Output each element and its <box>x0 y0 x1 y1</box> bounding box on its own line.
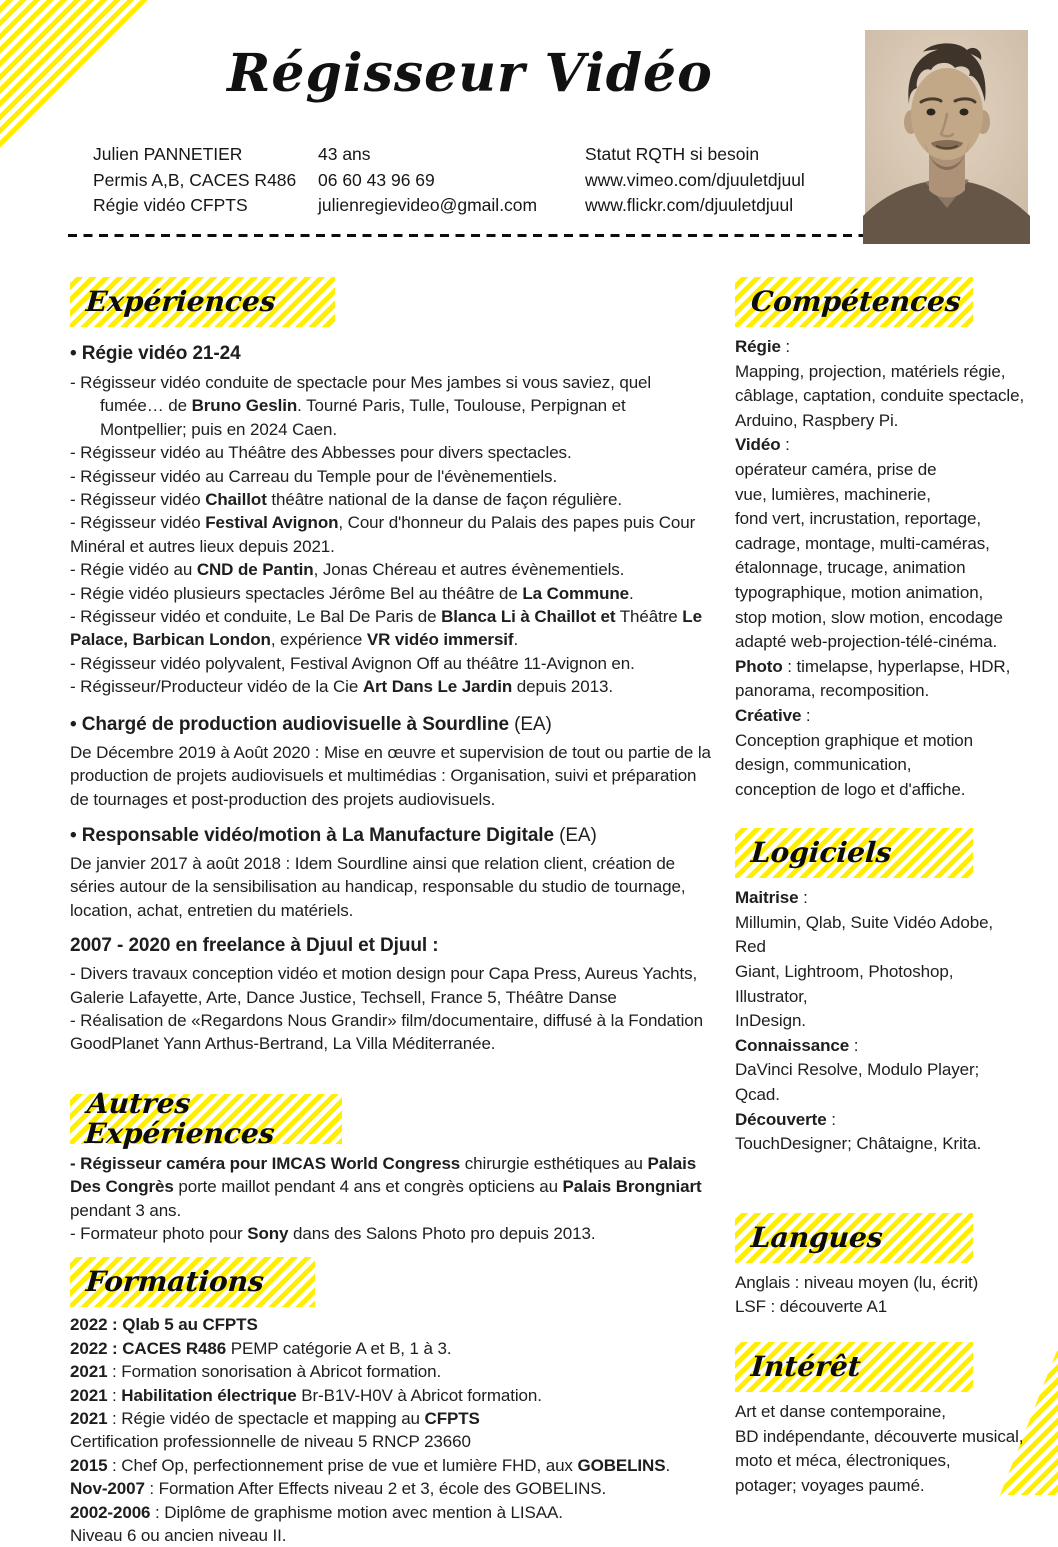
section-header-interet <box>735 1342 973 1392</box>
experience-block-body <box>70 741 712 811</box>
contact-name: Julien PANNETIER <box>93 144 243 164</box>
contact-details-column <box>318 142 585 219</box>
text-line: typographique, motion animation, <box>735 582 984 602</box>
text-line: Giant, Lightroom, Photoshop, Illustrator, <box>735 962 954 1006</box>
text-line: LSF : découverte A1 <box>735 1297 888 1317</box>
section-header-langues <box>735 1213 973 1263</box>
text-line: panorama, recomposition. <box>735 681 930 701</box>
text-line: potager; voyages paumé. <box>735 1475 925 1495</box>
text-line: 2002-2006 : Diplôme de graphisme motion avec mention à LISAA. <box>70 1502 563 1522</box>
text-line: câblage, captation, conduite spectacle, <box>735 386 1025 406</box>
section-header-experiences-label: Expériences <box>84 285 277 318</box>
langues-body <box>735 1271 1027 1320</box>
text-line: Mapping, projection, matériels régie, <box>735 361 1006 381</box>
text-line: design, communication, <box>735 755 912 775</box>
text-line: étalonnage, trucage, animation <box>735 558 966 578</box>
text-line: Maitrise : <box>735 888 808 908</box>
text-line: - Réalisation de «Regardons Nous Grandir» film/documentaire, diffusé à la Fondation GoodPlanet Yann Arthus-Bertrand, La Villa Méditerranée. <box>70 1010 704 1054</box>
contact-training: Régie vidéo CFPTS <box>93 195 248 215</box>
text-line: - Régisseur vidéo Festival Avignon, Cour d'honneur du Palais des papes puis Cour Minéral et autres lieux depuis 2021. <box>70 513 696 556</box>
contact-status: Statut RQTH si besoin <box>585 144 760 164</box>
formations-body <box>70 1313 712 1547</box>
text-line: cadrage, montage, multi-caméras, <box>735 533 990 553</box>
contact-phone: 06 60 43 96 69 <box>318 169 435 190</box>
text-line: BD indépendante, découverte musical, <box>735 1426 1024 1446</box>
text-line: TouchDesigner; Châtaigne, Krita. <box>735 1134 982 1154</box>
text-line: Photo : timelapse, hyperlapse, HDR, <box>735 656 1011 676</box>
interet-body <box>735 1400 1027 1498</box>
autres-experiences-body <box>70 1152 712 1246</box>
text-line: - Régisseur vidéo polyvalent, Festival Avignon Off au théâtre 11-Avignon en. <box>70 653 635 673</box>
text-line: Millumin, Qlab, Suite Vidéo Adobe, Red <box>735 912 994 957</box>
text-line: De Décembre 2019 à Août 2020 : Mise en œuvre et supervision de tout ou partie de la production de projets audiovisuels et multimédias : Organisation, suivi et préparation de tournages et post-production des projets audiovisuels. <box>70 742 711 809</box>
text-line: Anglais : niveau moyen (lu, écrit) <box>735 1272 979 1292</box>
text-line: - Régisseur vidéo et conduite, Le Bal De Paris de Blanca Li à Chaillot et Théâtre Le Palace, Barbican London, expérience VR vidéo immersif. <box>70 607 702 650</box>
experience-block-heading <box>70 934 712 958</box>
text-line: - Régie vidéo plusieurs spectacles Jérôme Bel au théâtre de La Commune. <box>70 583 634 603</box>
experience-block-body <box>70 371 712 699</box>
corner-stripes-top-left <box>0 0 153 153</box>
text-line: - Régisseur vidéo au Théâtre des Abbesses pour divers spectacles. <box>70 443 572 463</box>
section-header-logiciels-label: Logiciels <box>749 836 893 870</box>
contact-identity-column <box>93 142 318 219</box>
text-line: Régie : <box>735 337 791 356</box>
experience-block-body <box>70 852 712 922</box>
text-line: Conception graphique et motion <box>735 730 973 750</box>
section-header-formations-label: Formations <box>84 1265 266 1299</box>
text-line: Niveau 6 ou ancien niveau II. <box>70 1526 287 1546</box>
text-line: - Régisseur/Producteur vidéo de la Cie Art Dans Le Jardin depuis 2013. <box>70 677 613 697</box>
text-line: - Régisseur vidéo au Carreau du Temple pour de l'évènementiels. <box>70 466 558 486</box>
text-line: 2022 : CACES R486 PEMP catégorie A et B, 1 à 3. <box>70 1338 452 1358</box>
contact-flickr-link[interactable]: www.flickr.com/djuuletdjuul <box>585 195 794 215</box>
experience-block-heading <box>70 824 712 848</box>
text-line: Nov-2007 : Formation After Effects niveau 2 et 3, école des GOBELINS. <box>70 1479 607 1499</box>
section-header-logiciels <box>735 828 973 878</box>
text-line: - Régisseur vidéo Chaillot théâtre national de la danse de façon régulière. <box>70 490 622 510</box>
text-line: - Régie vidéo au CND de Pantin, Jonas Chéreau et autres évènementiels. <box>70 560 625 580</box>
text-line: DaVinci Resolve, Modulo Player; Qcad. <box>735 1060 980 1105</box>
text-line: adapté web-projection-télé-cinéma. <box>735 632 998 652</box>
text-line: vue, lumières, machinerie, <box>735 484 931 504</box>
text-line: 2021 : Régie vidéo de spectacle et mapping au CFPTS <box>70 1409 480 1428</box>
text-line: conception de logo et d'affiche. <box>735 779 966 799</box>
text-line: • Chargé de production audiovisuelle à Sourdline (EA) <box>70 713 552 735</box>
experience-block-body <box>70 962 712 1056</box>
competences-body <box>735 335 1027 802</box>
text-line: InDesign. <box>735 1011 806 1031</box>
dashed-divider <box>68 234 863 237</box>
text-line: fond vert, incrustation, reportage, <box>735 509 981 529</box>
text-line: - Régisseur vidéo conduite de spectacle pour Mes jambes si vous saviez, quel fumée… de Bruno Geslin. Tourné Paris, Tulle, Toulouse, Perpignan et Montpellier; puis en 2024 Caen. <box>70 373 652 439</box>
text-line: Vidéo : <box>735 435 790 455</box>
text-line: Certification professionnelle de niveau 5 RNCP 23660 <box>70 1432 471 1452</box>
text-line: Découverte : <box>735 1109 836 1129</box>
section-header-interet-label: Intérêt <box>749 1350 862 1383</box>
contact-vimeo-link[interactable]: www.vimeo.com/djuuletdjuul <box>585 169 805 190</box>
left-column <box>70 277 712 1547</box>
section-header-formations <box>70 1257 315 1307</box>
contact-email[interactable]: julienregievideo@gmail.com <box>318 195 538 215</box>
experience-block-heading <box>70 713 712 737</box>
section-header-langues-label: Langues <box>749 1220 884 1254</box>
section-header-autres-experiences <box>70 1086 342 1150</box>
text-line: • Régie vidéo 21-24 <box>70 343 241 364</box>
logiciels-body <box>735 886 1027 1157</box>
text-line: Connaissance : <box>735 1035 859 1055</box>
text-line: • Responsable vidéo/motion à La Manufacture Digitale (EA) <box>70 824 597 846</box>
page-title: Régisseur Vidéo <box>227 43 713 104</box>
portrait-illustration <box>865 30 1028 244</box>
text-line: Arduino, Raspbery Pi. <box>735 410 899 430</box>
text-line: - Formateur photo pour Sony dans des Salons Photo pro depuis 2013. <box>70 1223 596 1243</box>
text-line: opérateur caméra, prise de <box>735 459 937 479</box>
text-line: 2007 - 2020 en freelance à Djuul et Djuul : <box>70 935 439 957</box>
text-line: 2015 : Chef Op, perfectionnement prise de vue et lumière FHD, aux GOBELINS. <box>70 1455 671 1475</box>
right-column <box>735 277 1027 1498</box>
section-header-competences <box>735 277 973 327</box>
contact-age: 43 ans <box>318 144 371 164</box>
section-header-competences-label: Compétences <box>749 285 962 318</box>
text-line: - Régisseur caméra pour IMCAS World Congress chirurgie esthétiques au Palais Des Congrès porte maillot pendant 4 ans et congrès opticiens au Palais Brongniart pendant 3 ans. <box>70 1153 702 1220</box>
text-line: moto et méca, électroniques, <box>735 1451 951 1471</box>
text-line: - Divers travaux conception vidéo et motion design pour Capa Press, Aureus Yachts, Galerie Lafayette, Arte, Dance Justice, Techsell, France 5, Théâtre Danse <box>70 964 698 1007</box>
experience-block-heading <box>70 342 712 366</box>
contact-block <box>93 142 805 219</box>
contact-links-column <box>585 142 805 219</box>
text-line: 2022 : Qlab 5 au CFPTS <box>70 1315 258 1335</box>
text-line: stop motion, slow motion, encodage <box>735 607 1003 627</box>
text-line: 2021 : Habilitation électrique Br-B1V-H0V à Abricot formation. <box>70 1385 542 1405</box>
text-line: Art et danse contemporaine, <box>735 1402 946 1421</box>
contact-permits: Permis A,B, CACES R486 <box>93 169 297 190</box>
text-line: Créative : <box>735 705 811 725</box>
section-header-experiences <box>70 277 335 327</box>
profile-photo <box>865 30 1028 244</box>
text-line: 2021 : Formation sonorisation à Abricot formation. <box>70 1362 442 1382</box>
section-header-autres-experiences-label: Autres Expériences <box>83 1086 276 1150</box>
text-line: De janvier 2017 à août 2018 : Idem Sourdline ainsi que relation client, création de séries autour de la sensibilisation au handicap, responsable du studio de tournage, location, achat, entretien du matériels. <box>70 853 686 920</box>
